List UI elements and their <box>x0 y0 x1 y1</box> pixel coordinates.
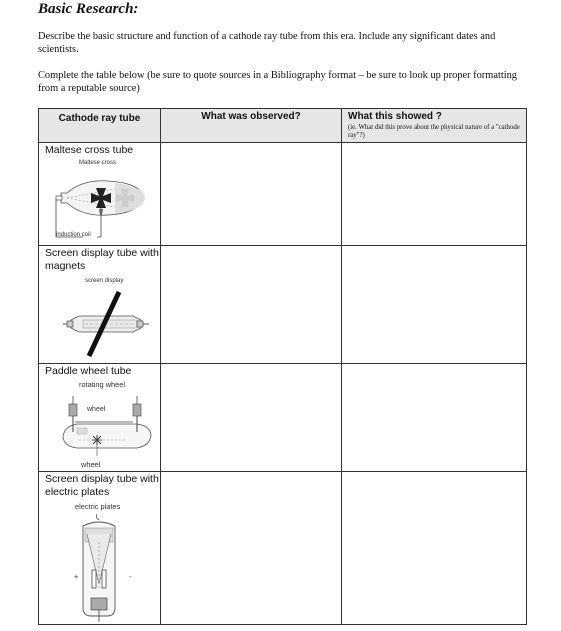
caption-wheel-bottom: wheel <box>81 460 101 469</box>
showed-cell[interactable] <box>342 143 527 246</box>
header-cathode-ray-tube: Cathode ray tube <box>39 109 161 143</box>
page-heading: Basic Research: <box>38 1 139 17</box>
table-row <box>39 246 527 364</box>
observed-cell[interactable] <box>161 143 342 246</box>
row-label-cell <box>39 143 161 246</box>
header-what-showed: What this showed ? (ie. What did this prove about the physical nature of a "cathode ray"?) <box>342 109 527 143</box>
row-label: Maltese cross tube <box>45 144 134 156</box>
row-label: Screen display tube with electric plates <box>45 473 159 498</box>
observed-cell[interactable] <box>161 364 342 472</box>
row-label: Paddle wheel tube <box>45 365 132 377</box>
paddle-wheel-tube-icon <box>57 394 157 456</box>
table-row <box>39 472 527 625</box>
research-table <box>38 108 527 625</box>
electric-plates-tube-icon <box>69 512 131 624</box>
table-header-row <box>39 109 527 143</box>
caption-rotating-wheel: rotating wheel <box>79 380 126 389</box>
row-label-cell <box>39 472 161 625</box>
observed-cell[interactable] <box>161 246 342 364</box>
caption-maltese-cross: Maltese cross <box>79 160 117 166</box>
caption-wheel-top: wheel <box>87 406 106 413</box>
showed-cell[interactable] <box>342 246 527 364</box>
caption-plus: + <box>74 572 79 581</box>
showed-cell[interactable] <box>342 472 527 625</box>
observed-cell[interactable] <box>161 472 342 625</box>
caption-minus: - <box>129 572 132 581</box>
row-label: Screen display tube with magnets <box>45 247 159 272</box>
header-note: (ie. What did this prove about the physical nature of a "cathode ray"?) <box>348 124 520 139</box>
showed-cell[interactable] <box>342 364 527 472</box>
magnet-display-tube-icon <box>57 288 157 360</box>
table-row <box>39 364 527 472</box>
instruction-paragraph: Complete the table below (be sure to quote sources in a Bibliography format – be sure to look up proper formatting from a reputable source) <box>38 70 518 94</box>
header-what-observed: What was observed? <box>161 109 342 143</box>
row-label-cell <box>39 364 161 472</box>
row-label-cell <box>39 246 161 364</box>
caption-screen-display: screen display <box>85 278 124 284</box>
caption-induction-coil: induction coil <box>56 232 91 238</box>
table-row <box>39 143 527 246</box>
intro-paragraph: Describe the basic structure and function of a cathode ray tube from this era. Include any significant dates and scientists. <box>38 31 496 55</box>
caption-electric-plates: electric plates <box>75 502 121 511</box>
